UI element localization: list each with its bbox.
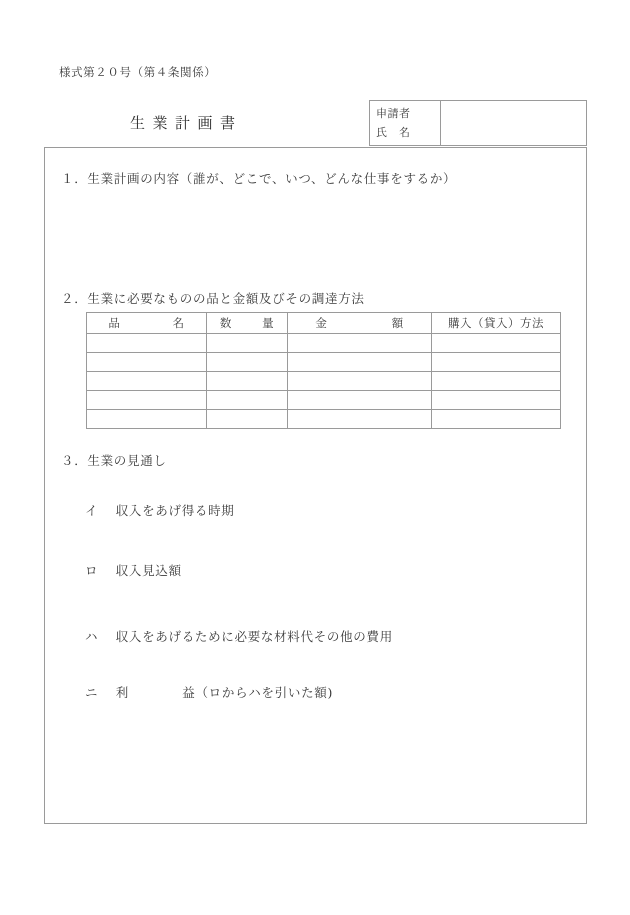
item-label-ro: 収入見込額: [115, 563, 182, 578]
applicant-name-field[interactable]: [441, 101, 586, 145]
table-row: [87, 372, 561, 391]
cell-amount[interactable]: [288, 353, 432, 372]
cell-purchase-method[interactable]: [432, 391, 561, 410]
cell-quantity[interactable]: [207, 372, 288, 391]
cell-amount[interactable]: [288, 372, 432, 391]
item-label-i: 収入をあげ得る時期: [115, 503, 235, 518]
table-row: [87, 410, 561, 429]
cell-purchase-method[interactable]: [432, 372, 561, 391]
form-body-frame: [44, 147, 587, 824]
cell-purchase-method[interactable]: [432, 410, 561, 429]
table-row: [87, 391, 561, 410]
cell-purchase-method[interactable]: [432, 353, 561, 372]
column-header-name-right: 名: [172, 316, 185, 330]
table-header-row: [87, 313, 561, 334]
goods-table: [86, 312, 561, 429]
column-header-purchase-method-label: 購入（貸入）方法: [448, 316, 544, 330]
table-row: [87, 334, 561, 353]
item-label-ni-left: 利: [115, 685, 129, 700]
item-marker-i: イ: [85, 503, 99, 518]
cell-name[interactable]: [87, 334, 207, 353]
column-header-name: [87, 313, 207, 334]
item-marker-ro: ロ: [85, 563, 99, 578]
cell-quantity[interactable]: [207, 410, 288, 429]
cell-name[interactable]: [87, 353, 207, 372]
item-marker-ha: ハ: [85, 629, 99, 644]
cell-amount[interactable]: [288, 334, 432, 353]
applicant-box: [369, 100, 587, 146]
cell-name[interactable]: [87, 410, 207, 429]
section-2-heading: ２．生業に必要なものの品と金額及びその調達方法: [61, 291, 365, 306]
section-3-item-ro: [85, 561, 182, 579]
item-label-ni-right: 益（ロからハを引いた額): [182, 685, 334, 700]
cell-amount[interactable]: [288, 410, 432, 429]
applicant-label-line2: 氏 名: [376, 126, 411, 139]
cell-quantity[interactable]: [207, 353, 288, 372]
item-marker-ni: ニ: [85, 685, 99, 700]
cell-purchase-method[interactable]: [432, 334, 561, 353]
column-header-amount-left: 金: [315, 316, 328, 330]
section-3-item-ni: [85, 683, 333, 701]
column-header-purchase-method: [432, 313, 561, 334]
cell-quantity[interactable]: [207, 334, 288, 353]
section-3-item-i: [85, 501, 235, 519]
cell-name[interactable]: [87, 391, 207, 410]
item-label-ha: 収入をあげるために必要な材料代その他の費用: [115, 629, 393, 644]
cell-name[interactable]: [87, 372, 207, 391]
column-header-amount-right: 額: [391, 316, 404, 330]
cell-quantity[interactable]: [207, 391, 288, 410]
column-header-amount: [288, 313, 432, 334]
section-3-heading: ３．生業の見通し: [61, 453, 167, 468]
column-header-name-left: 品: [108, 316, 121, 330]
column-header-quantity: [207, 313, 288, 334]
page-title: 生業計画書: [130, 114, 243, 132]
section-3-item-ha: [85, 627, 393, 645]
table-body: [87, 334, 561, 429]
column-header-quantity-left: 数: [219, 316, 232, 330]
table-row: [87, 353, 561, 372]
column-header-quantity-right: 量: [262, 316, 275, 330]
section-1-heading: １．生業計画の内容（誰が、どこで、いつ、どんな仕事をするか）: [61, 171, 457, 186]
applicant-label-cell: [370, 101, 441, 145]
cell-amount[interactable]: [288, 391, 432, 410]
applicant-label-line1: 申請者: [376, 107, 411, 120]
form-number: 様式第２０号（第４条関係）: [59, 65, 217, 79]
